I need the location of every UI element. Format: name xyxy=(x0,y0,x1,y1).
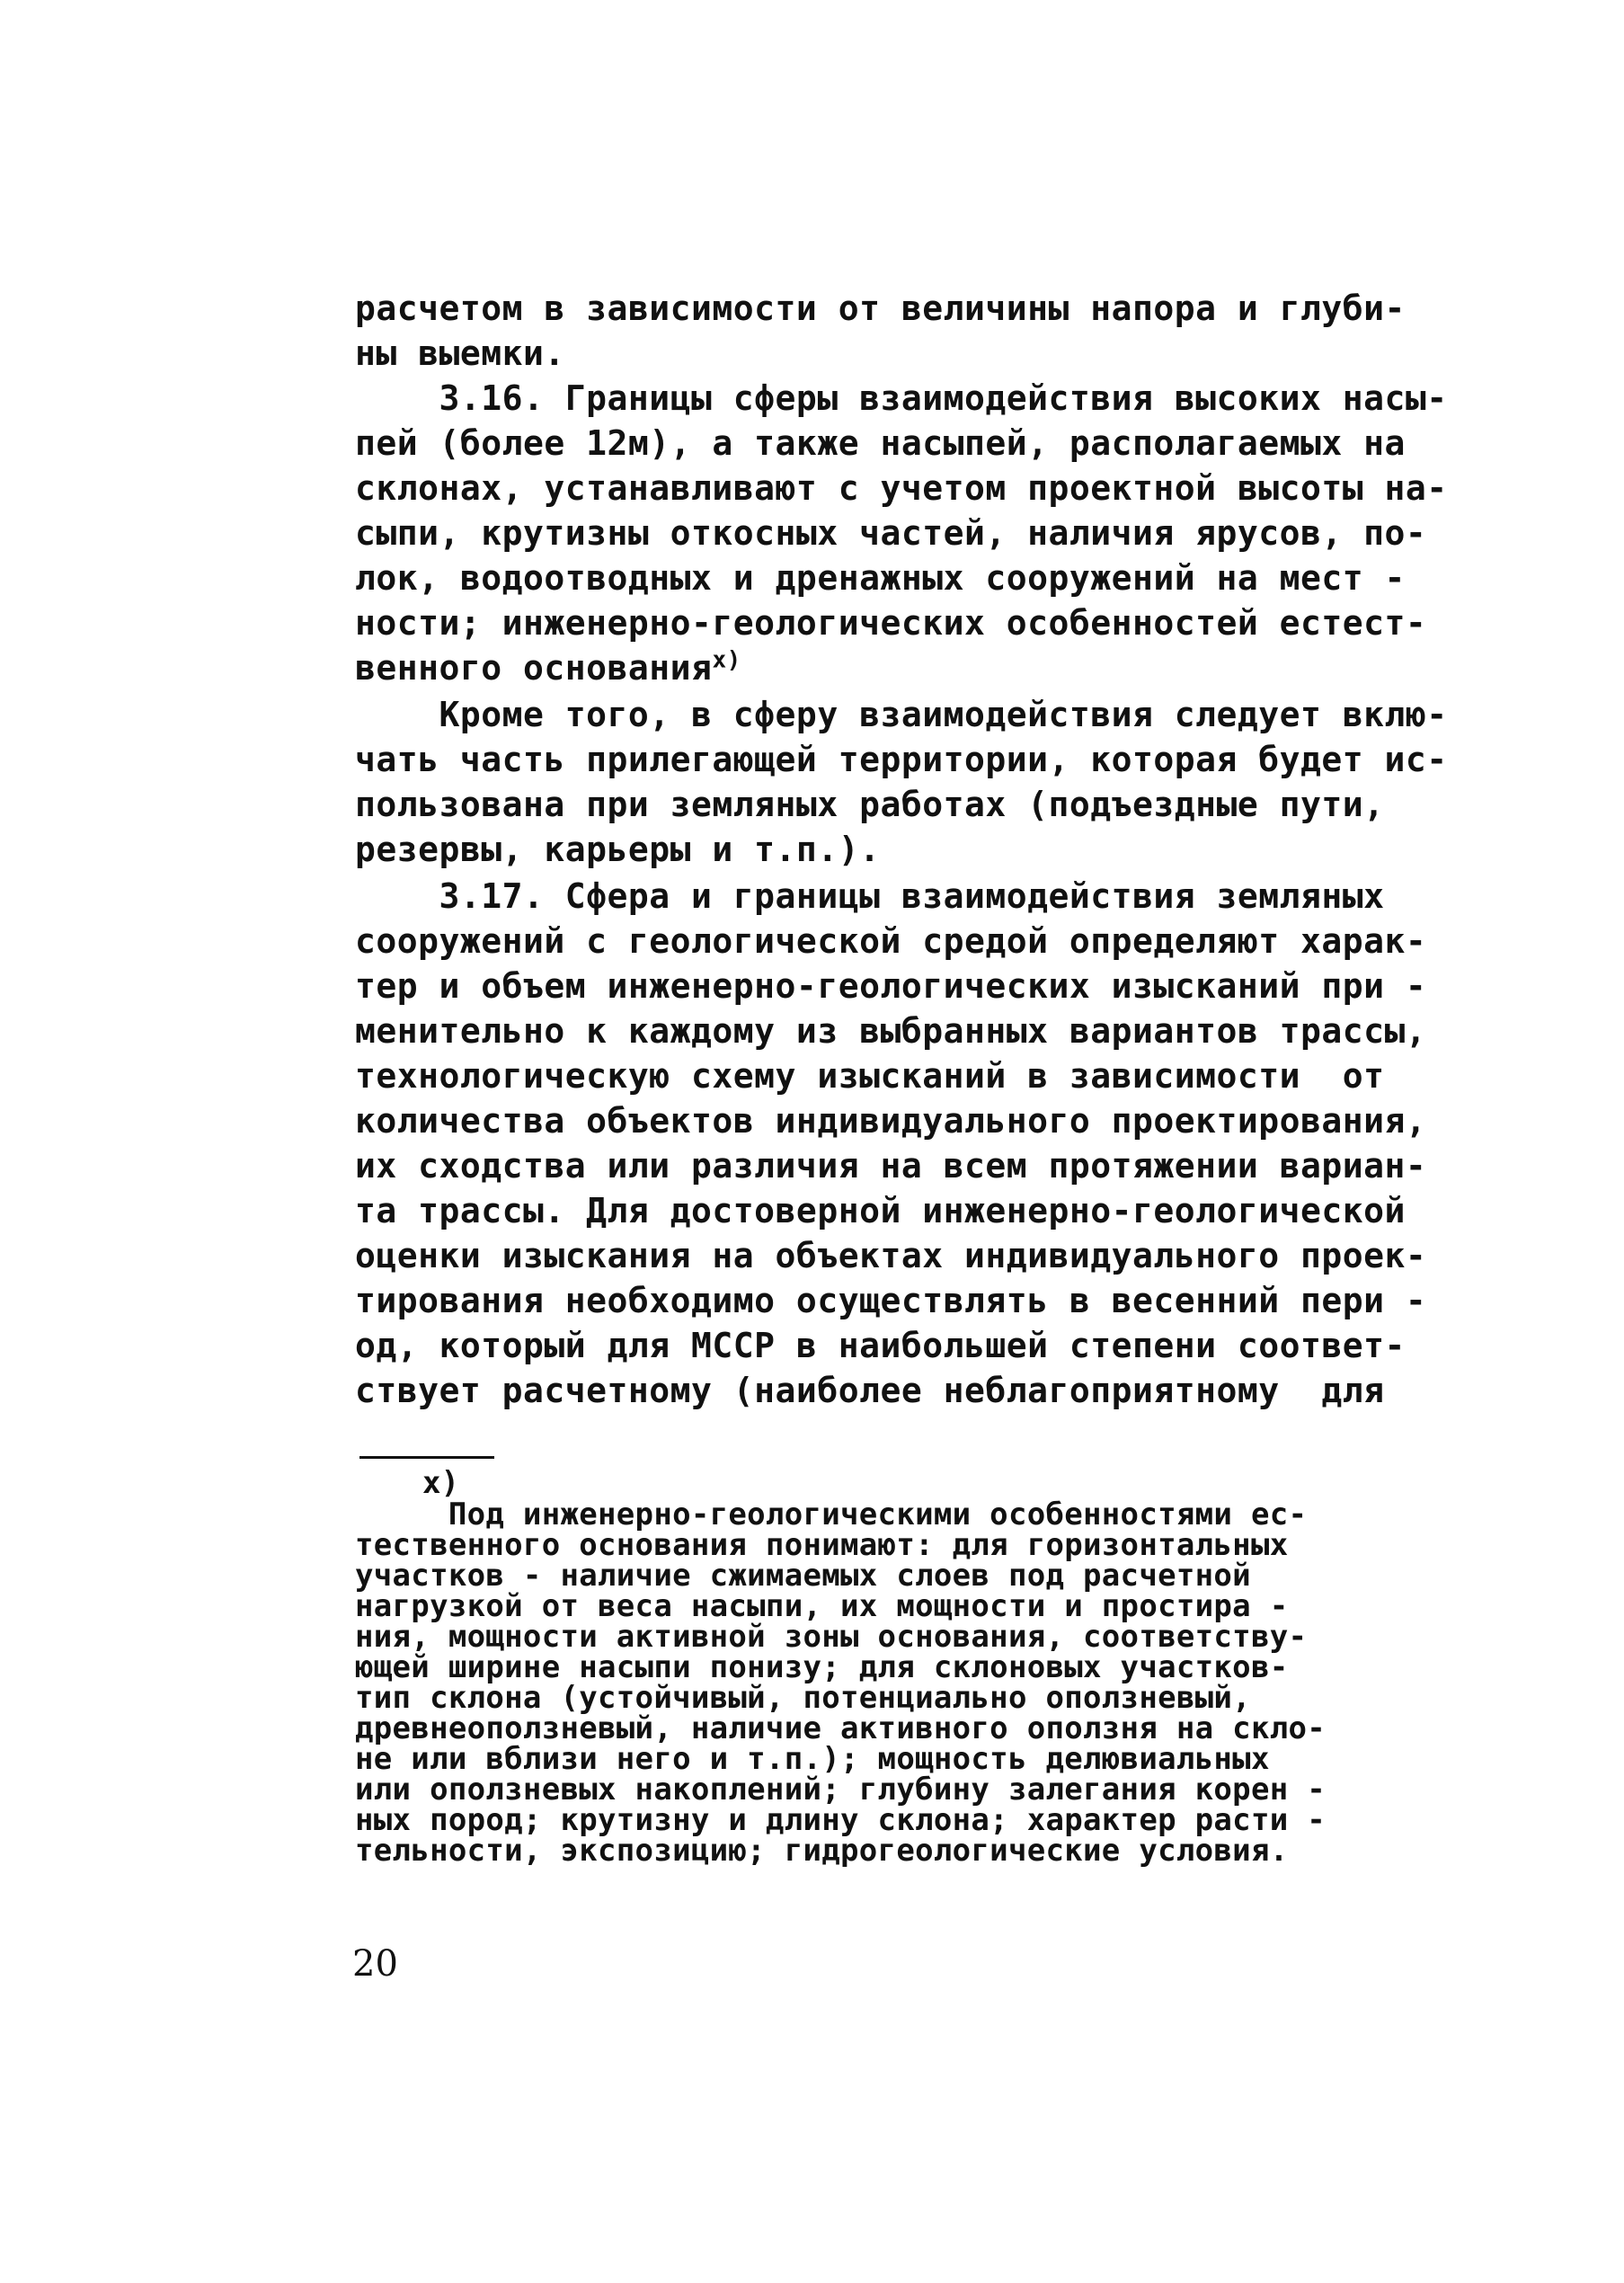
body-line: сыпи, крутизны откосных частей, наличия ярусов, по- xyxy=(355,513,1427,553)
footnote-line: Под инженерно-геологическими особенностями ес- xyxy=(355,1497,1308,1532)
body-line: Кроме того, в сферу взаимодействия следует вклю- xyxy=(355,695,1448,734)
section-3-17-start: 3.17. Сфера и границы взаимодействия земляных xyxy=(355,876,1385,916)
body-line: лок, водоотводных и дренажных сооружений на мест - xyxy=(355,558,1406,598)
footnote-line: тип склона (устойчивый, потенциально оползневый, xyxy=(355,1680,1251,1716)
footnote-marker: x) xyxy=(422,1465,459,1501)
footnote-line: тественного основания понимают: для горизонтальных xyxy=(355,1527,1289,1563)
body-line: од, который для МССР в наибольшей степени соответ- xyxy=(355,1326,1406,1365)
body-line: количества объектов индивидуального проектирования, xyxy=(355,1101,1427,1141)
footnote-line: ния, мощности активной зоны основания, соответству- xyxy=(355,1619,1308,1655)
body-line: ности; инженерно-геологических особенностей естест- xyxy=(355,603,1427,643)
footnote-separator xyxy=(359,1456,494,1459)
body-line: оценки изыскания на объектах индивидуального проек- xyxy=(355,1236,1427,1275)
body-line-text: венного основания xyxy=(355,648,713,688)
footnote-line: ющей ширине насыпи понизу; для склоновых участков- xyxy=(355,1649,1289,1685)
body-line: пей (более 12м), а также насыпей, располагаемых на xyxy=(355,423,1406,463)
footnote-line: тельности, экспозицию; гидрогеологические условия. xyxy=(355,1833,1289,1869)
footnote-reference: x) xyxy=(712,646,741,674)
body-line: тер и объем инженерно-геологических изысканий при - xyxy=(355,966,1427,1006)
body-line: ны выемки. xyxy=(355,333,565,373)
section-3-16-start: 3.16. Границы сферы взаимодействия высоких насы- xyxy=(355,378,1448,418)
body-line: пользована при земляных работах (подъездные пути, xyxy=(355,785,1385,824)
page-number: 20 xyxy=(352,1943,398,1985)
body-line-with-footnote-ref xyxy=(355,645,1496,690)
footnote-line: ных пород; крутизну и длину склона; характер расти - xyxy=(355,1802,1327,1838)
footnote-line: древнеоползневый, наличие активного оползня на скло- xyxy=(355,1710,1327,1746)
body-line: их сходства или различия на всем протяжении вариан- xyxy=(355,1146,1427,1186)
footnote-line: не или вблизи него и т.п.); мощность делювиальных xyxy=(355,1741,1270,1777)
footnote-line: или оползневых накоплений; глубину залегания корен - xyxy=(355,1772,1327,1808)
body-line: тирования необходимо осуществлять в весенний пери - xyxy=(355,1281,1427,1320)
body-line: менительно к каждому из выбранных вариантов трассы, xyxy=(355,1011,1427,1051)
body-line: ствует расчетному (наиболее неблагоприятному для xyxy=(355,1371,1385,1410)
body-line: расчетом в зависимости от величины напора и глуби- xyxy=(355,289,1406,328)
body-line: резервы, карьеры и т.п.). xyxy=(355,830,881,869)
body-line: та трассы. Для достоверной инженерно-геологической xyxy=(355,1191,1406,1230)
footnote-line: участков - наличие сжимаемых слоев под расчетной xyxy=(355,1558,1251,1594)
footnote-line: нагрузкой от веса насыпи, их мощности и простира - xyxy=(355,1588,1289,1624)
body-line: склонах, устанавливают с учетом проектной высоты на- xyxy=(355,468,1448,508)
body-line: сооружений с геологической средой определяют харак- xyxy=(355,921,1427,961)
body-line: чать часть прилегающей территории, которая будет ис- xyxy=(355,740,1448,779)
body-line: технологическую схему изысканий в зависимости от xyxy=(355,1056,1385,1096)
